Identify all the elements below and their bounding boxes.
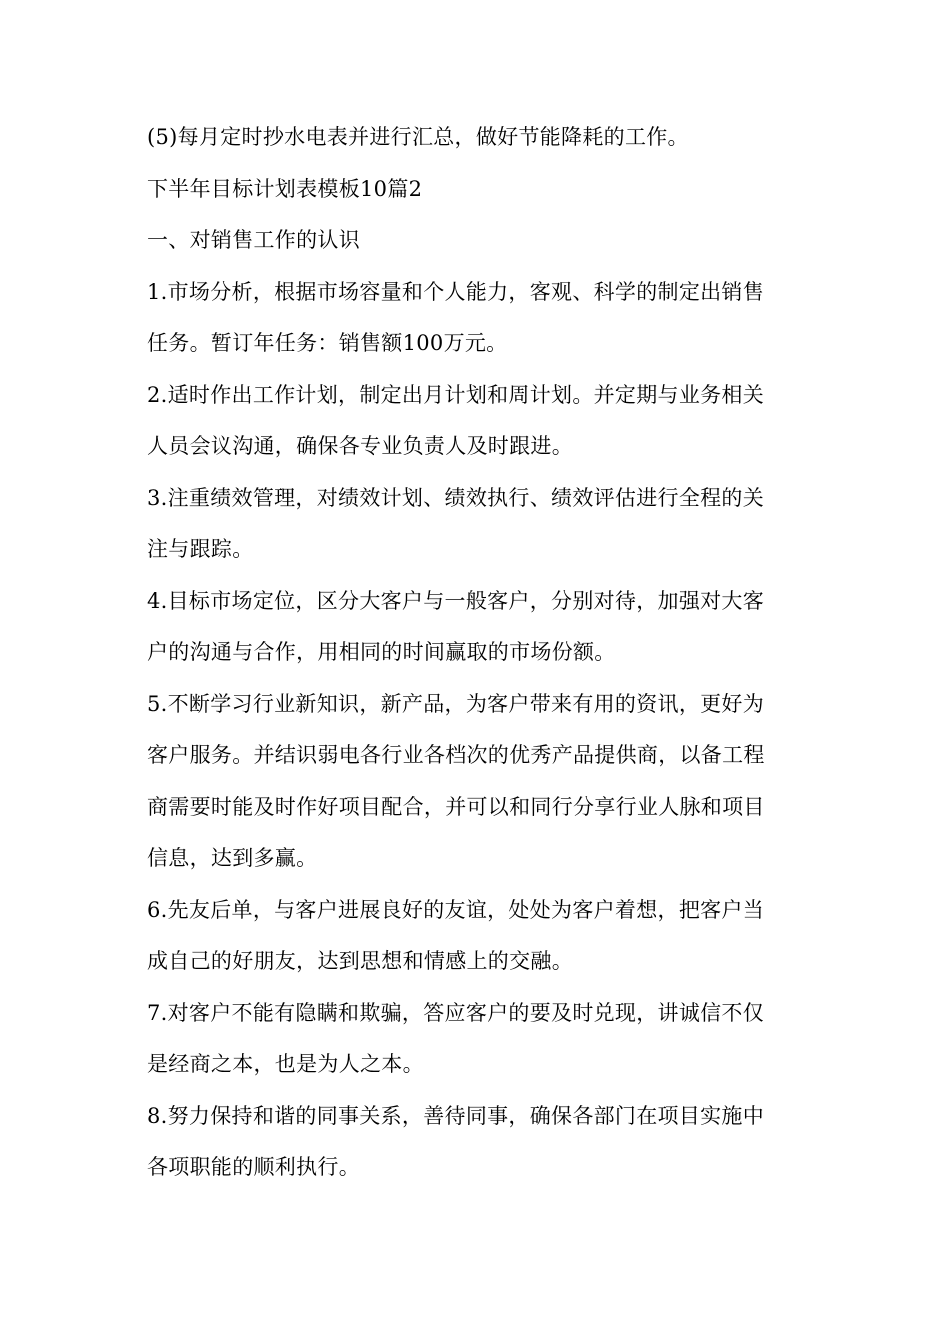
section-heading: 一、对销售工作的认识 xyxy=(147,228,360,252)
document-body xyxy=(147,112,807,1194)
list-item: 6.先友后单，与客户进展良好的友谊，处处为客户着想，把客户当 成自己的好朋友，达到思想和情感上的交融。 xyxy=(147,897,765,973)
list-item: 1.市场分析，根据市场容量和个人能力，客观、科学的制定出销售 任务。暂订年任务：销售额100万元。 xyxy=(147,279,765,355)
list-item: 7.对客户不能有隐瞒和欺骗，答应客户的要及时兑现，讲诚信不仅 是经商之本，也是为人之本。 xyxy=(147,1000,765,1076)
list-item: 5.不断学习行业新知识，新产品，为客户带来有用的资讯，更好为 客户服务。并结识弱电各行业各档次的优秀产品提供商，以备工程 商需要时能及时作好项目配合，并可以和同行分享行业人脉和项目 信息，达到多赢。 xyxy=(147,691,765,870)
list-item: 4.目标市场定位，区分大客户与一般客户，分别对待，加强对大客 户的沟通与合作，用相同的时间赢取的市场份额。 xyxy=(147,588,765,664)
paragraph-item-5-meter-reading: (5)每月定时抄水电表并进行汇总，做好节能降耗的工作。 xyxy=(147,125,689,149)
list-item: 3.注重绩效管理，对绩效计划、绩效执行、绩效评估进行全程的关 注与跟踪。 xyxy=(147,485,765,561)
list-item: 2.适时作出工作计划，制定出月计划和周计划。并定期与业务相关 人员会议沟通，确保各专业负责人及时跟进。 xyxy=(147,382,765,458)
list-item: 8.努力保持和谐的同事关系，善待同事，确保各部门在项目实施中 各项职能的顺利执行。 xyxy=(147,1103,765,1179)
section-title: 下半年目标计划表模板10篇2 xyxy=(147,176,423,201)
